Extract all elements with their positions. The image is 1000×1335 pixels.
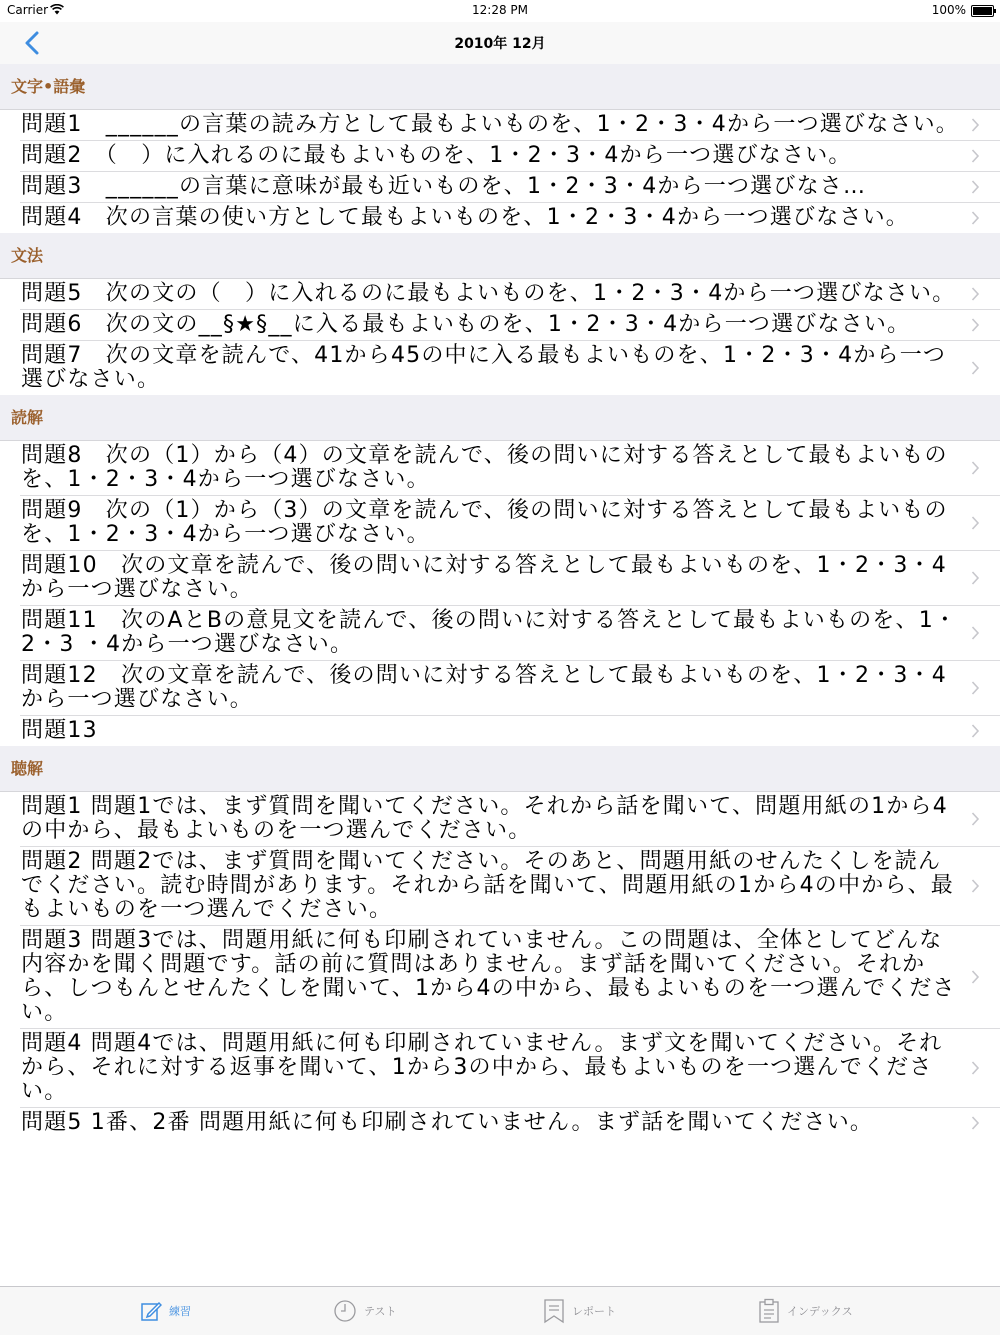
section-rows [0, 110, 1000, 233]
question-row[interactable] [20, 847, 1000, 926]
question-row[interactable] [20, 310, 1000, 341]
tab-index[interactable] [758, 1297, 853, 1325]
question-row[interactable] [20, 1108, 1000, 1138]
battery-percent: 100% [931, 3, 966, 17]
tab-index-label: インデックス [787, 1305, 853, 1318]
clock-icon [333, 1299, 357, 1323]
question-row[interactable] [20, 716, 1000, 746]
status-bar [0, 0, 1000, 22]
question-row[interactable] [20, 279, 1000, 310]
question-text: 問題8 次の（1）から（4）の文章を読んで、後の問いに対する答えとして最もよいものを、1・2・3・4から一つ選びなさい。 [21, 443, 948, 492]
tab-test-label: テスト [364, 1305, 397, 1318]
question-row[interactable] [20, 203, 1000, 233]
question-text: 問題13 [21, 718, 98, 743]
chevron-right-icon [971, 147, 980, 165]
chevron-right-icon [971, 1114, 980, 1132]
carrier-label: Carrier [7, 3, 49, 17]
chevron-right-icon [971, 116, 980, 134]
question-row[interactable] [20, 110, 1000, 141]
section-rows [0, 279, 1000, 395]
chevron-right-icon [971, 810, 980, 828]
question-list[interactable] [0, 64, 1000, 1286]
question-row[interactable] [20, 926, 1000, 1029]
tab-test[interactable] [333, 1297, 397, 1325]
pencil-square-icon [140, 1300, 162, 1322]
question-text: 問題5 1番、2番 問題用紙に何も印刷されていません。まず話を聞いてください。 [21, 1110, 874, 1135]
clipboard-icon [758, 1298, 780, 1324]
question-row[interactable] [20, 551, 1000, 606]
chevron-right-icon [971, 514, 980, 532]
section-header [0, 64, 1000, 110]
question-text: 問題3 ______の言葉に意味が最も近いものを、1・2・3・4から一つ選びなさ… [21, 174, 867, 199]
question-row[interactable] [20, 1029, 1000, 1108]
chevron-right-icon [971, 679, 980, 697]
question-row[interactable] [20, 661, 1000, 716]
question-row[interactable] [20, 496, 1000, 551]
question-text: 問題5 次の文の（ ）に入れるのに最もよいものを、1・2・3・4から一つ選びなさい。 [21, 281, 956, 306]
chevron-right-icon [971, 722, 980, 740]
question-text: 問題1 問題1では、まず質問を聞いてください。それから話を聞いて、問題用紙の1から4の中から、最もよいものを一つ選んでください。 [21, 794, 948, 843]
section-title: 文法 [11, 246, 44, 265]
question-text: 問題1 ______の言葉の読み方として最もよいものを、1・2・3・4から一つ選びなさい。 [21, 112, 959, 137]
question-text: 問題2 問題2では、まず質問を聞いてください。そのあと、問題用紙のせんたくしを読んでください。読む時間があります。それから話を聞いて、問題用紙の1から4の中から、最もよいものを一つ選んでください。 [21, 849, 954, 922]
chevron-right-icon [971, 624, 980, 642]
question-row[interactable] [20, 172, 1000, 203]
battery-icon [971, 5, 994, 17]
question-text: 問題10 次の文章を読んで、後の問いに対する答えとして最もよいものを、1・2・3・4から一つ選びなさい。 [21, 553, 947, 602]
section-header [0, 746, 1000, 792]
chevron-right-icon [971, 569, 980, 587]
question-text: 問題11 次のAとBの意見文を読んで、後の問いに対する答えとして最もよいものを、1・2・3 ・4から一つ選びなさい。 [21, 608, 958, 657]
question-row[interactable] [20, 441, 1000, 496]
section-title: 聴解 [11, 759, 44, 778]
navigation-bar [0, 22, 1000, 65]
chevron-right-icon [971, 285, 980, 303]
tab-practice-label: 練習 [169, 1305, 191, 1318]
question-text: 問題12 次の文章を読んで、後の問いに対する答えとして最もよいものを、1・2・3・4から一つ選びなさい。 [21, 663, 947, 712]
tab-report[interactable] [543, 1297, 616, 1325]
section-title: 読解 [11, 408, 44, 427]
question-row[interactable] [20, 341, 1000, 395]
chevron-right-icon [971, 968, 980, 986]
question-text: 問題4 次の言葉の使い方として最もよいものを、1・2・3・4から一つ選びなさい。 [21, 205, 909, 230]
question-text: 問題7 次の文章を読んで、41から45の中に入る最もよいものを、1・2・3・4から一つ選びなさい。 [21, 343, 947, 392]
page-title: 2010年 12月 [454, 36, 546, 52]
section-header [0, 395, 1000, 441]
section-header [0, 233, 1000, 279]
question-row[interactable] [20, 141, 1000, 172]
section-rows [0, 441, 1000, 746]
chevron-right-icon [971, 359, 980, 377]
chevron-right-icon [971, 209, 980, 227]
tab-bar [0, 1286, 1000, 1335]
chevron-right-icon [971, 316, 980, 334]
section-rows [0, 792, 1000, 1138]
chevron-right-icon [971, 877, 980, 895]
question-row[interactable] [20, 792, 1000, 847]
chevron-right-icon [971, 1059, 980, 1077]
tab-practice[interactable] [140, 1297, 191, 1325]
status-time: 12:28 PM [472, 3, 528, 17]
question-text: 問題3 問題3では、問題用紙に何も印刷されていません。この問題は、全体としてどんな内容かを聞く問題です。話の前に質問はありません。まず話を聞いてください。それから、しつもんとせんたくしを聞いて、1から4の中から、最もよいものを一つ選んでください。 [21, 928, 956, 1025]
tab-report-label: レポート [572, 1305, 616, 1318]
question-text: 問題6 次の文の__§★§__に入る最もよいものを、1・2・3・4から一つ選びなさい。 [21, 312, 911, 337]
question-text: 問題2 （ ）に入れるのに最もよいものを、1・2・3・4から一つ選びなさい。 [21, 143, 852, 168]
question-text: 問題4 問題4では、問題用紙に何も印刷されていません。まず文を聞いてください。それから、それに対する返事を聞いて、1から3の中から、最もよいものを一つ選んでください。 [21, 1031, 943, 1104]
chevron-right-icon [971, 459, 980, 477]
section-title: 文字•語彙 [11, 77, 86, 96]
question-row[interactable] [20, 606, 1000, 661]
bookmark-report-icon [543, 1298, 565, 1324]
question-text: 問題9 次の（1）から（3）の文章を読んで、後の問いに対する答えとして最もよいものを、1・2・3・4から一つ選びなさい。 [21, 498, 948, 547]
chevron-right-icon [971, 178, 980, 196]
